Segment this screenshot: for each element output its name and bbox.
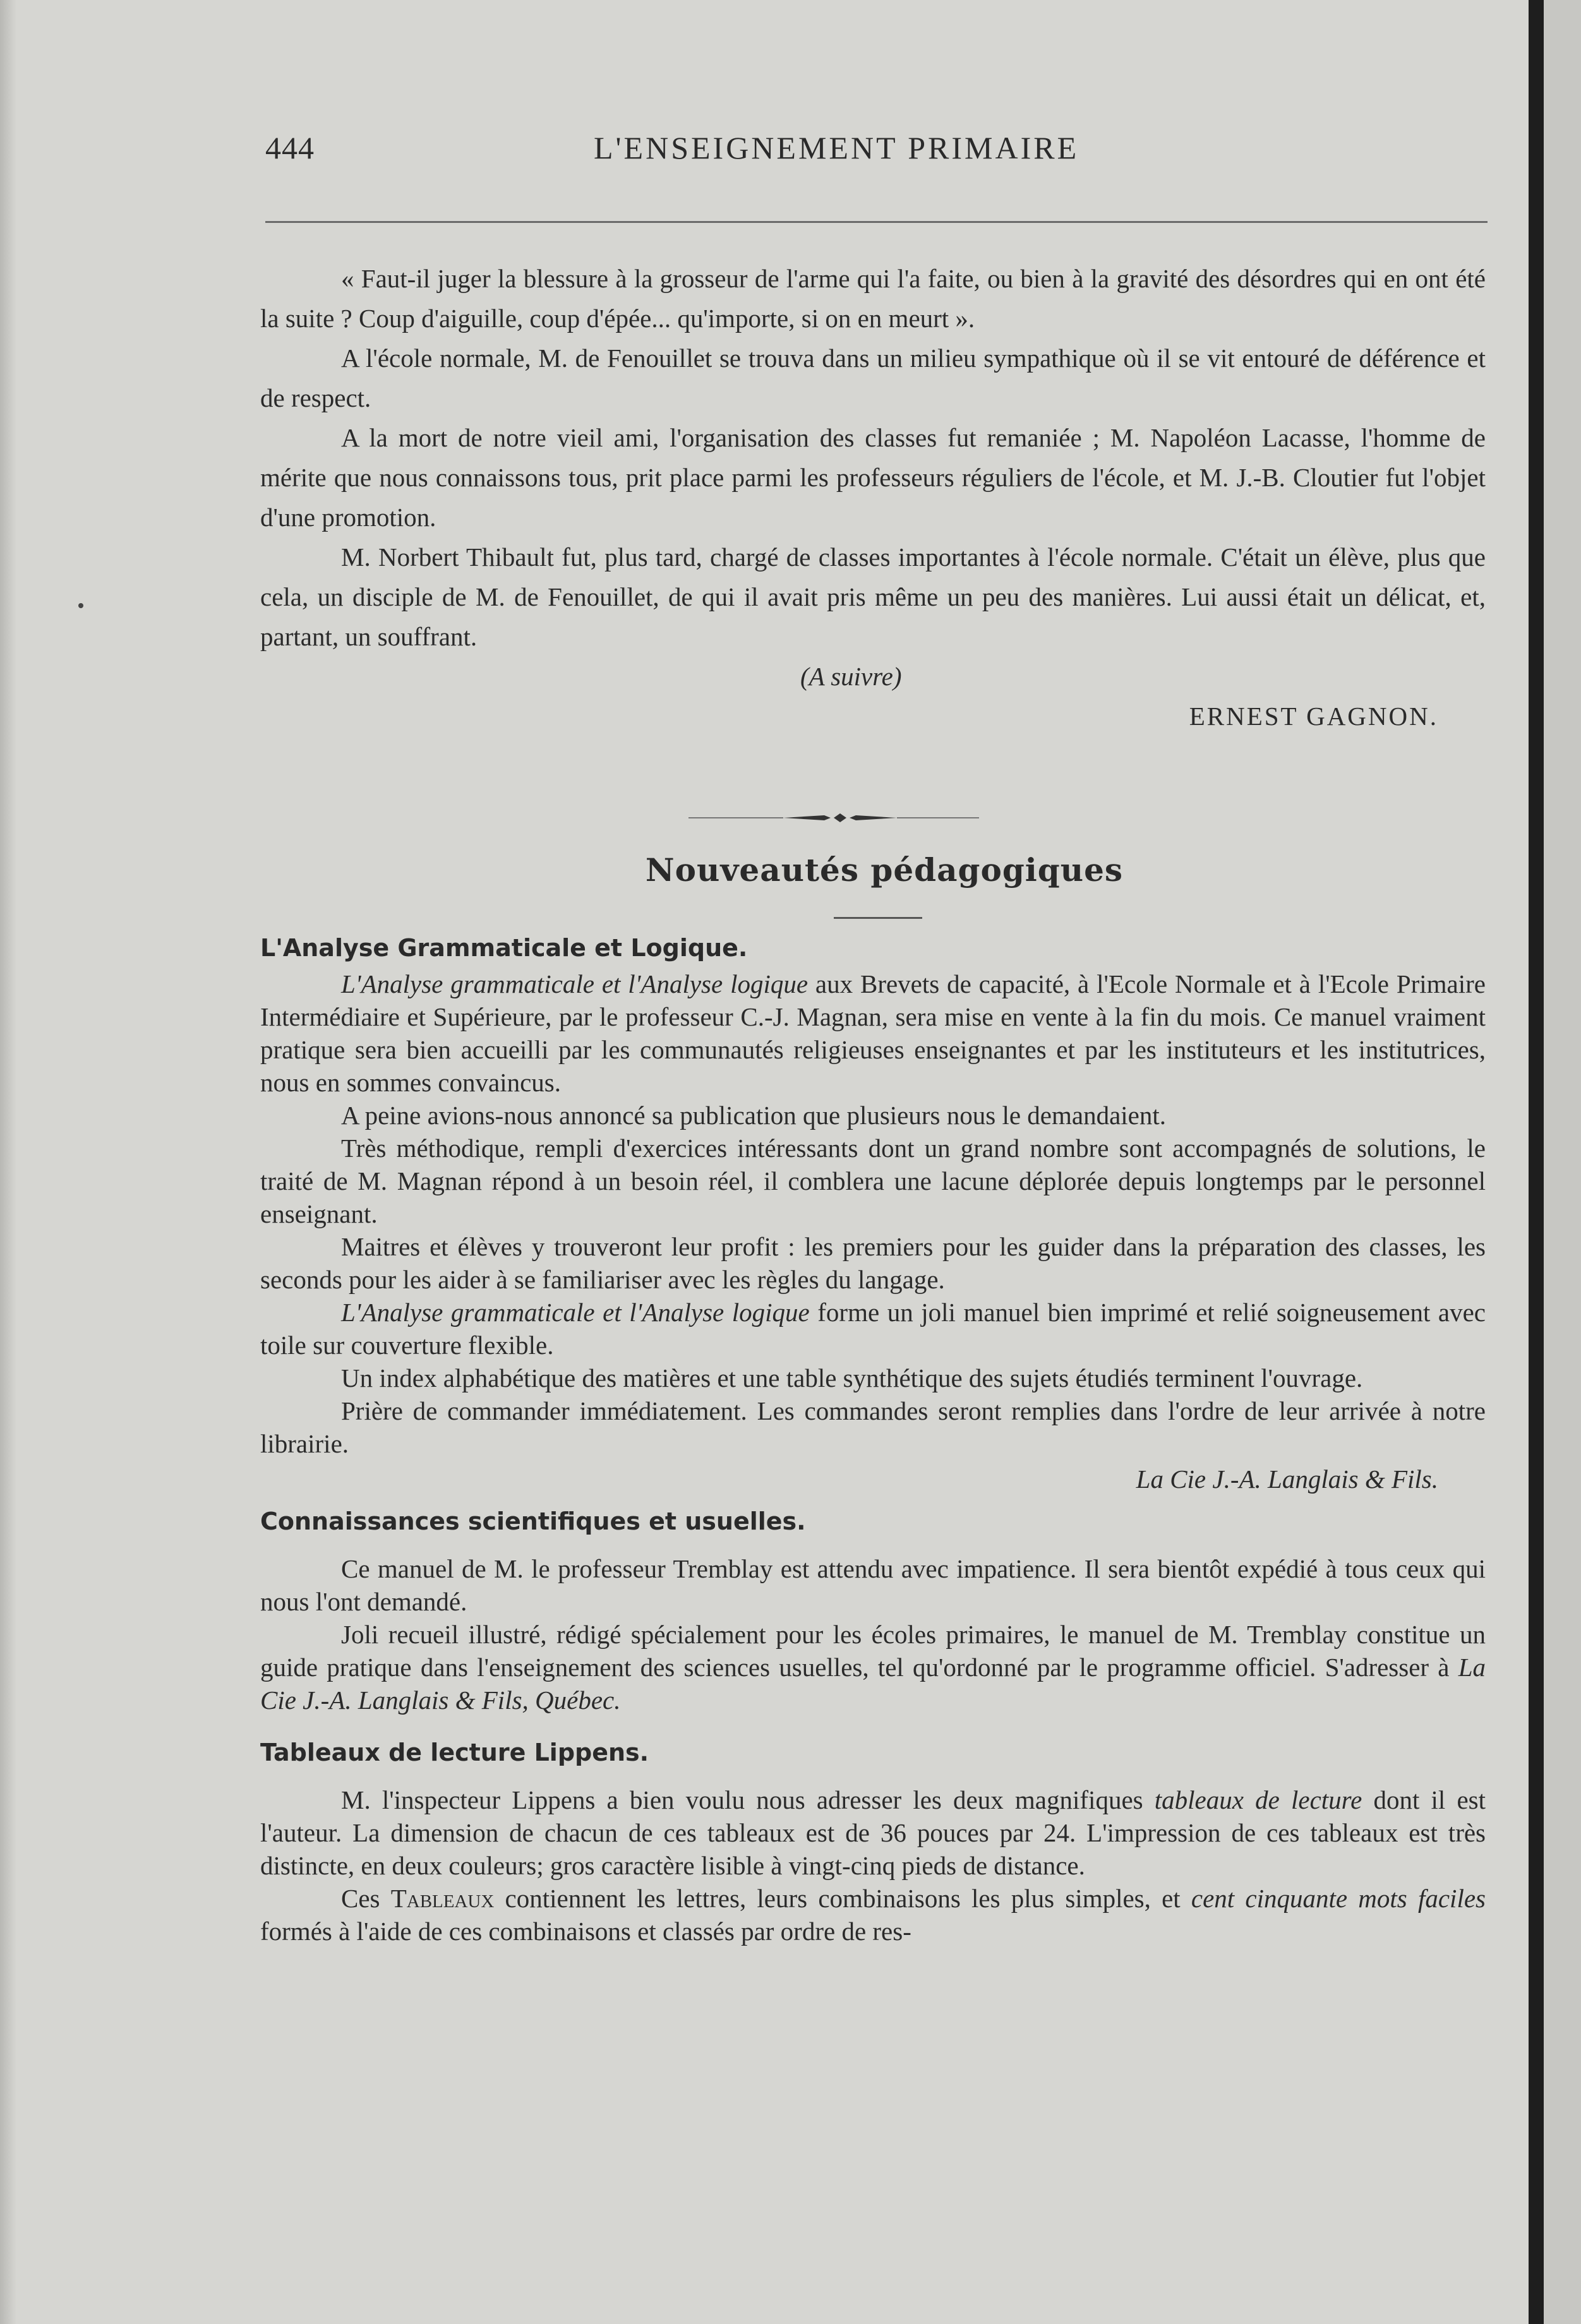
paragraph-text: aux Brevets de capacité, à l'Ecole Normale et à l'Ecole Primaire Intermédiaire et Supérieure, par le professeur C.-J. Magnan, sera mise en vente à la fin du mois. Ce manuel vraiment pratique sera bien accueilli par les communautés religieuses enseignantes et par les instituteurs et les institutrices, nous en sommes convaincus. <box>260 969 1486 1097</box>
article-paragraph: M. Norbert Thibault fut, plus tard, chargé de classes importantes à l'école normale. C'était un élève, plus que cela, un disciple de M. de Fenouillet, de qui il avait pris même un peu des manières. Lui aussi était un délicat, et, partant, un souffrant. <box>260 542 1486 651</box>
small-caps-text: Tableaux <box>390 1884 495 1913</box>
item-paragraph <box>260 1882 1486 1948</box>
header-rule <box>265 221 1488 223</box>
publisher-address: La Cie J.-A. Langlais & Fils, Québec. <box>260 1653 1486 1715</box>
item-paragraph <box>260 1618 1486 1716</box>
item-paragraph <box>260 1296 1486 1362</box>
item-paragraph: Maitres et élèves y trouveront leur profit : les premiers pour les guider dans la préparation des classes, les seconds pour les aider à se familiariser avec les règles du langage. <box>260 1232 1486 1294</box>
article-paragraph: A l'école normale, M. de Fenouillet se trouva dans un milieu sympathique où il se vit entouré de déférence et de respect. <box>260 344 1486 412</box>
item-paragraph: Prière de commander immédiatement. Les commandes seront remplies dans l'ordre de leur arrivée à notre librairie. <box>260 1396 1486 1458</box>
paragraph-text: Joli recueil illustré, rédigé spécialement pour les écoles primaires, le manuel de M. Tremblay constitue un guide pratique dans l'enseignement des sciences usuelles, tel qu'ordonné par le programme officiel. S'adresser à <box>260 1620 1486 1682</box>
paragraph-text: contiennent les lettres, leurs combinaisons les plus simples, et <box>494 1884 1191 1913</box>
section-title: Nouveautés pédagogiques <box>645 851 1124 889</box>
article-signature-block <box>260 657 1486 736</box>
article-paragraph: A la mort de notre vieil ami, l'organisation des classes fut remaniée ; M. Napoléon Lacasse, l'homme de mérite que nous connaissons tous, prit place parmi les professeurs réguliers de l'école, et M. J.-B. Cloutier fut l'objet d'une promotion. <box>260 423 1486 532</box>
emphasis-text: tableaux de lecture <box>1154 1785 1362 1814</box>
page-gutter-shadow <box>0 0 16 2324</box>
page-edge-shadow <box>1529 0 1544 2324</box>
paragraph-text: Ces <box>341 1884 391 1913</box>
item-paragraph: A peine avions-nous annoncé sa publication que plusieurs nous le demandaient. <box>341 1101 1166 1130</box>
emphasis-text: cent cinquante mots faciles <box>1191 1884 1486 1913</box>
item-heading-connaissances: Connaissances scientifiques et usuelles. <box>260 1507 806 1535</box>
page-header <box>265 129 1491 180</box>
item-paragraph <box>260 1783 1486 1882</box>
item-heading-analyse: L'Analyse Grammaticale et Logique. <box>260 934 748 962</box>
paragraph-text: formés à l'aide de ces combinaisons et classés par ordre de res- <box>260 1917 911 1946</box>
item-paragraph: Ce manuel de M. le professeur Tremblay est attendu avec impatience. Il sera bientôt expédié à tous ceux qui nous l'ont demandé. <box>260 1554 1486 1616</box>
article-paragraph: « Faut-il juger la blessure à la grosseur de l'arme qui l'a faite, ou bien à la gravité des désordres qui en ont été la suite ? Coup d'aiguille, coup d'épée... qu'importe, si on en meurt ». <box>260 264 1486 333</box>
news-section <box>260 928 1486 1948</box>
item-paragraph: Un index alphabétique des matières et une table synthétique des sujets étudiés terminent l'ouvrage. <box>341 1363 1363 1393</box>
paragraph-text: forme un joli manuel bien imprimé et relié soigneusement avec toile sur couverture flexible. <box>260 1298 1486 1360</box>
paragraph-text: dont il est l'auteur. La dimension de chacun de ces tableaux est de 36 pouces par 24. L'impression de ces tableaux est très distincte, en deux couleurs; gros caractère lisible à vingt-cinq pieds de distance. <box>260 1785 1486 1880</box>
ornament-divider <box>688 808 979 827</box>
item-paragraph: Très méthodique, rempli d'exercices intéressants dont un grand nombre sont accompagnés de solutions, le traité de M. Magnan répond à un besoin réel, il comblera une lacune déplorée depuis longtemps par le personnel enseignant. <box>260 1134 1486 1228</box>
book-title: L'Analyse grammaticale et l'Analyse logique <box>341 1298 810 1327</box>
continued-article <box>260 259 1486 736</box>
item-paragraph <box>260 967 1486 1099</box>
item-heading-tableaux: Tableaux de lecture Lippens. <box>260 1739 649 1766</box>
section-title-rule <box>834 917 922 919</box>
paragraph-text: M. l'inspecteur Lippens a bien voulu nous adresser les deux magnifiques <box>341 1785 1155 1814</box>
to-be-continued-note: (A suivre) <box>800 662 902 691</box>
publisher-signature: La Cie J.-A. Langlais & Fils. <box>1136 1464 1438 1494</box>
book-title: L'Analyse grammaticale et l'Analyse logique <box>341 969 809 998</box>
article-author: ERNEST GAGNON. <box>1189 702 1438 731</box>
page-number: 444 <box>265 130 315 165</box>
margin-speck <box>78 603 83 608</box>
running-title: L'ENSEIGNEMENT PRIMAIRE <box>594 130 1079 165</box>
adjacent-page-strip <box>1544 0 1581 2324</box>
